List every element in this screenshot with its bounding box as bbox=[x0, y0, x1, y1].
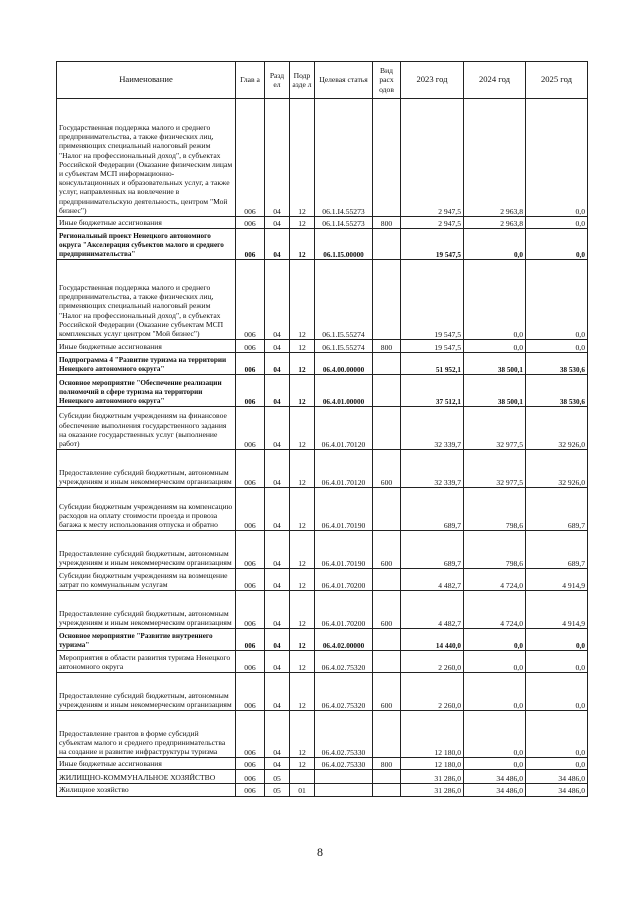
row-name-cell: Предоставление грантов в форме субсидий субъектам малого и среднего предпринимательства на создание и развитие инфраструктуры туризма bbox=[57, 711, 236, 758]
row-2025-cell: 689,7 bbox=[526, 531, 588, 569]
row-razdel-cell: 04 bbox=[265, 229, 290, 260]
row-2025-cell: 689,7 bbox=[526, 488, 588, 531]
table-row bbox=[57, 711, 588, 758]
table-row bbox=[57, 260, 588, 340]
row-razdel-cell: 04 bbox=[265, 569, 290, 591]
row-2024-cell: 38 500,1 bbox=[464, 353, 526, 375]
row-razdel-cell: 04 bbox=[265, 531, 290, 569]
row-2023-cell: 2 947,5 bbox=[401, 217, 464, 229]
row-2023-cell: 31 286,0 bbox=[401, 784, 464, 796]
row-vid-cell bbox=[373, 629, 401, 651]
row-podrazdel-cell: 12 bbox=[290, 353, 315, 375]
row-glava-cell: 006 bbox=[236, 99, 265, 217]
header-name: Наименование bbox=[57, 62, 236, 99]
row-2024-cell: 4 724,0 bbox=[464, 591, 526, 629]
budget-table bbox=[56, 61, 588, 797]
row-name-cell: Подпрограмма 4 "Развитие туризма на территории Ненецкого автономного округа" bbox=[57, 353, 236, 375]
row-2023-cell: 689,7 bbox=[401, 531, 464, 569]
header-podrazdel: Подр азде л bbox=[290, 62, 315, 99]
row-podrazdel-cell: 12 bbox=[290, 711, 315, 758]
row-name-cell: Предоставление субсидий бюджетным, автономным учреждениям и иным некоммерческим организациям bbox=[57, 591, 236, 629]
row-statya-cell: 06.4.01.70190 bbox=[315, 488, 373, 531]
row-2023-cell: 2 947,5 bbox=[401, 99, 464, 217]
row-statya-cell: 06.1.I5.55274 bbox=[315, 260, 373, 340]
row-glava-cell: 006 bbox=[236, 651, 265, 673]
row-2024-cell: 0,0 bbox=[464, 340, 526, 353]
row-statya-cell: 06.1.I5.00000 bbox=[315, 229, 373, 260]
header-razdel: Разд ел bbox=[265, 62, 290, 99]
row-name-cell: ЖИЛИЩНО-КОММУНАЛЬНОЕ ХОЗЯЙСТВО bbox=[57, 770, 236, 784]
row-podrazdel-cell: 12 bbox=[290, 450, 315, 488]
row-razdel-cell: 04 bbox=[265, 260, 290, 340]
row-2023-cell: 12 180,0 bbox=[401, 758, 464, 770]
row-glava-cell: 006 bbox=[236, 217, 265, 229]
row-name-cell: Предоставление субсидий бюджетным, автономным учреждениям и иным некоммерческим организациям bbox=[57, 673, 236, 711]
row-2025-cell: 0,0 bbox=[526, 217, 588, 229]
row-statya-cell: 06.4.02.00000 bbox=[315, 629, 373, 651]
row-2024-cell: 32 977,5 bbox=[464, 450, 526, 488]
row-2023-cell: 31 286,0 bbox=[401, 770, 464, 784]
row-statya-cell: 06.4.01.70190 bbox=[315, 531, 373, 569]
row-statya-cell: 06.1.I4.55273 bbox=[315, 217, 373, 229]
row-statya-cell: 06.1.I5.55274 bbox=[315, 340, 373, 353]
row-2025-cell: 0,0 bbox=[526, 711, 588, 758]
row-vid-cell: 800 bbox=[373, 217, 401, 229]
row-vid-cell bbox=[373, 711, 401, 758]
row-2024-cell: 0,0 bbox=[464, 260, 526, 340]
row-glava-cell: 006 bbox=[236, 569, 265, 591]
row-2023-cell: 19 547,5 bbox=[401, 229, 464, 260]
table-row bbox=[57, 758, 588, 770]
row-statya-cell: 06.4.00.00000 bbox=[315, 353, 373, 375]
row-vid-cell: 800 bbox=[373, 758, 401, 770]
row-podrazdel-cell: 12 bbox=[290, 531, 315, 569]
row-glava-cell: 006 bbox=[236, 375, 265, 407]
header-2024: 2024 год bbox=[464, 62, 526, 99]
row-podrazdel-cell: 12 bbox=[290, 340, 315, 353]
row-2025-cell: 32 926,0 bbox=[526, 450, 588, 488]
row-vid-cell bbox=[373, 353, 401, 375]
table-row bbox=[57, 591, 588, 629]
row-name-cell: Основное мероприятие "Развитие внутреннего туризма" bbox=[57, 629, 236, 651]
budget-document bbox=[56, 61, 587, 797]
table-row bbox=[57, 770, 588, 784]
row-statya-cell: 06.4.01.70120 bbox=[315, 407, 373, 450]
table-row bbox=[57, 353, 588, 375]
header-statya: Целевая статья bbox=[315, 62, 373, 99]
row-name-cell: Предоставление субсидий бюджетным, автономным учреждениям и иным некоммерческим организациям bbox=[57, 531, 236, 569]
row-glava-cell: 006 bbox=[236, 758, 265, 770]
row-2023-cell: 2 260,0 bbox=[401, 651, 464, 673]
row-vid-cell bbox=[373, 770, 401, 784]
table-row bbox=[57, 784, 588, 796]
row-statya-cell bbox=[315, 770, 373, 784]
row-podrazdel-cell bbox=[290, 770, 315, 784]
row-podrazdel-cell: 12 bbox=[290, 629, 315, 651]
row-name-cell: Основное мероприятие "Обеспечение реализации полномочий в сфере туризма на территории Ненецкого автономного округа" bbox=[57, 375, 236, 407]
table-row bbox=[57, 407, 588, 450]
table-row bbox=[57, 340, 588, 353]
row-2023-cell: 14 440,0 bbox=[401, 629, 464, 651]
row-2023-cell: 12 180,0 bbox=[401, 711, 464, 758]
row-razdel-cell: 04 bbox=[265, 711, 290, 758]
row-2025-cell: 0,0 bbox=[526, 758, 588, 770]
row-razdel-cell: 05 bbox=[265, 784, 290, 796]
row-2024-cell: 798,6 bbox=[464, 488, 526, 531]
row-vid-cell bbox=[373, 99, 401, 217]
row-name-cell: Субсидии бюджетным учреждениям на компенсацию расходов на оплату стоимости проезда и провоза багажа к месту использования отпуска и обратно bbox=[57, 488, 236, 531]
table-row bbox=[57, 99, 588, 217]
row-2025-cell: 4 914,9 bbox=[526, 591, 588, 629]
row-name-cell: Жилищное хозяйство bbox=[57, 784, 236, 796]
row-razdel-cell: 04 bbox=[265, 353, 290, 375]
row-podrazdel-cell: 12 bbox=[290, 260, 315, 340]
row-podrazdel-cell: 12 bbox=[290, 407, 315, 450]
row-name-cell: Предоставление субсидий бюджетным, автономным учреждениям и иным некоммерческим организациям bbox=[57, 450, 236, 488]
row-statya-cell: 06.4.01.70120 bbox=[315, 450, 373, 488]
row-2024-cell: 2 963,8 bbox=[464, 99, 526, 217]
row-name-cell: Субсидии бюджетным учреждениям на возмещение затрат по коммунальным услугам bbox=[57, 569, 236, 591]
row-statya-cell: 06.4.02.75320 bbox=[315, 651, 373, 673]
row-2025-cell: 0,0 bbox=[526, 260, 588, 340]
table-row bbox=[57, 629, 588, 651]
row-razdel-cell: 04 bbox=[265, 651, 290, 673]
row-podrazdel-cell: 01 bbox=[290, 784, 315, 796]
row-name-cell: Иные бюджетные ассигнования bbox=[57, 340, 236, 353]
row-statya-cell: 06.4.01.70200 bbox=[315, 569, 373, 591]
row-vid-cell bbox=[373, 260, 401, 340]
row-vid-cell: 600 bbox=[373, 450, 401, 488]
row-2023-cell: 2 260,0 bbox=[401, 673, 464, 711]
row-glava-cell: 006 bbox=[236, 531, 265, 569]
row-podrazdel-cell: 12 bbox=[290, 99, 315, 217]
row-name-cell: Иные бюджетные ассигнования bbox=[57, 217, 236, 229]
row-glava-cell: 006 bbox=[236, 784, 265, 796]
row-glava-cell: 006 bbox=[236, 260, 265, 340]
row-podrazdel-cell: 12 bbox=[290, 758, 315, 770]
row-name-cell: Региональный проект Ненецкого автономного округа "Акселерация субъектов малого и среднего предпринимательства" bbox=[57, 229, 236, 260]
row-podrazdel-cell: 12 bbox=[290, 229, 315, 260]
row-glava-cell: 006 bbox=[236, 450, 265, 488]
row-2023-cell: 4 482,7 bbox=[401, 591, 464, 629]
row-podrazdel-cell: 12 bbox=[290, 591, 315, 629]
row-statya-cell: 06.4.01.70200 bbox=[315, 591, 373, 629]
row-razdel-cell: 04 bbox=[265, 340, 290, 353]
row-name-cell: Иные бюджетные ассигнования bbox=[57, 758, 236, 770]
table-body bbox=[57, 99, 588, 797]
row-vid-cell bbox=[373, 375, 401, 407]
row-vid-cell bbox=[373, 229, 401, 260]
table-row bbox=[57, 450, 588, 488]
row-razdel-cell: 04 bbox=[265, 758, 290, 770]
row-2023-cell: 19 547,5 bbox=[401, 340, 464, 353]
row-razdel-cell: 04 bbox=[265, 629, 290, 651]
page-number: 8 bbox=[317, 845, 323, 859]
row-vid-cell: 800 bbox=[373, 340, 401, 353]
row-2024-cell: 0,0 bbox=[464, 673, 526, 711]
row-2024-cell: 34 486,0 bbox=[464, 784, 526, 796]
header-glava: Глав а bbox=[236, 62, 265, 99]
table-row bbox=[57, 229, 588, 260]
row-glava-cell: 006 bbox=[236, 591, 265, 629]
row-glava-cell: 006 bbox=[236, 407, 265, 450]
row-razdel-cell: 04 bbox=[265, 99, 290, 217]
row-2025-cell: 0,0 bbox=[526, 99, 588, 217]
row-razdel-cell: 04 bbox=[265, 217, 290, 229]
row-podrazdel-cell: 12 bbox=[290, 673, 315, 711]
row-razdel-cell: 04 bbox=[265, 488, 290, 531]
row-glava-cell: 006 bbox=[236, 770, 265, 784]
row-statya-cell: 06.4.02.75330 bbox=[315, 758, 373, 770]
row-name-cell: Государственная поддержка малого и среднего предпринимательства, а также физических лиц, применяющих специальный налоговый режим "Налог на профессиональный доход", в субъектах Российской Федерации (Оказание субъектам МСП комплексных услуг центром "Мой бизнес") bbox=[57, 260, 236, 340]
row-2025-cell: 34 486,0 bbox=[526, 784, 588, 796]
row-vid-cell bbox=[373, 569, 401, 591]
row-2023-cell: 32 339,7 bbox=[401, 450, 464, 488]
row-vid-cell: 600 bbox=[373, 673, 401, 711]
row-vid-cell: 600 bbox=[373, 531, 401, 569]
table-row bbox=[57, 217, 588, 229]
row-glava-cell: 006 bbox=[236, 673, 265, 711]
row-2025-cell: 0,0 bbox=[526, 229, 588, 260]
row-vid-cell bbox=[373, 407, 401, 450]
row-statya-cell: 06.4.01.00000 bbox=[315, 375, 373, 407]
row-2025-cell: 0,0 bbox=[526, 673, 588, 711]
row-glava-cell: 006 bbox=[236, 353, 265, 375]
row-glava-cell: 006 bbox=[236, 488, 265, 531]
header-2025: 2025 год bbox=[526, 62, 588, 99]
table-row bbox=[57, 651, 588, 673]
row-2025-cell: 0,0 bbox=[526, 629, 588, 651]
row-2025-cell: 34 486,0 bbox=[526, 770, 588, 784]
table-row bbox=[57, 569, 588, 591]
row-2023-cell: 689,7 bbox=[401, 488, 464, 531]
row-statya-cell: 06.4.02.75320 bbox=[315, 673, 373, 711]
row-2024-cell: 34 486,0 bbox=[464, 770, 526, 784]
row-2025-cell: 38 530,6 bbox=[526, 353, 588, 375]
row-2025-cell: 0,0 bbox=[526, 340, 588, 353]
row-2025-cell: 4 914,9 bbox=[526, 569, 588, 591]
row-razdel-cell: 04 bbox=[265, 375, 290, 407]
row-vid-cell bbox=[373, 651, 401, 673]
row-2023-cell: 19 547,5 bbox=[401, 260, 464, 340]
row-2024-cell: 0,0 bbox=[464, 229, 526, 260]
row-vid-cell: 600 bbox=[373, 591, 401, 629]
row-2024-cell: 0,0 bbox=[464, 629, 526, 651]
row-glava-cell: 006 bbox=[236, 229, 265, 260]
row-razdel-cell: 05 bbox=[265, 770, 290, 784]
row-2024-cell: 38 500,1 bbox=[464, 375, 526, 407]
header-2023: 2023 год bbox=[401, 62, 464, 99]
table-header-row bbox=[57, 62, 588, 99]
row-2024-cell: 2 963,8 bbox=[464, 217, 526, 229]
row-2023-cell: 37 512,1 bbox=[401, 375, 464, 407]
row-name-cell: Государственная поддержка малого и среднего предпринимательства, а также физических лиц, применяющих специальный налоговый режим "Налог на профессиональный доход", в субъектах Российской Федерации (Оказание физическим лицам и субъектам МСП информационно-консультационных и образовательных услуг, а также услуг, направленных на вовлечение в предпринимательскую деятельность, центром "Мой бизнес") bbox=[57, 99, 236, 217]
row-statya-cell bbox=[315, 784, 373, 796]
row-glava-cell: 006 bbox=[236, 711, 265, 758]
row-podrazdel-cell: 12 bbox=[290, 375, 315, 407]
row-podrazdel-cell: 12 bbox=[290, 488, 315, 531]
row-vid-cell bbox=[373, 488, 401, 531]
row-2023-cell: 32 339,7 bbox=[401, 407, 464, 450]
row-statya-cell: 06.1.I4.55273 bbox=[315, 99, 373, 217]
row-name-cell: Мероприятия в области развития туризма Ненецкого автономного округа bbox=[57, 651, 236, 673]
row-2025-cell: 32 926,0 bbox=[526, 407, 588, 450]
row-2024-cell: 4 724,0 bbox=[464, 569, 526, 591]
row-razdel-cell: 04 bbox=[265, 450, 290, 488]
row-glava-cell: 006 bbox=[236, 629, 265, 651]
table-row bbox=[57, 375, 588, 407]
row-2025-cell: 38 530,6 bbox=[526, 375, 588, 407]
row-statya-cell: 06.4.02.75330 bbox=[315, 711, 373, 758]
row-2023-cell: 51 952,1 bbox=[401, 353, 464, 375]
row-2024-cell: 0,0 bbox=[464, 711, 526, 758]
row-2023-cell: 4 482,7 bbox=[401, 569, 464, 591]
row-2024-cell: 32 977,5 bbox=[464, 407, 526, 450]
row-podrazdel-cell: 12 bbox=[290, 569, 315, 591]
table-row bbox=[57, 488, 588, 531]
row-razdel-cell: 04 bbox=[265, 591, 290, 629]
header-vid: Вид расх одов bbox=[373, 62, 401, 99]
row-vid-cell bbox=[373, 784, 401, 796]
row-razdel-cell: 04 bbox=[265, 407, 290, 450]
row-podrazdel-cell: 12 bbox=[290, 651, 315, 673]
row-glava-cell: 006 bbox=[236, 340, 265, 353]
row-podrazdel-cell: 12 bbox=[290, 217, 315, 229]
table-row bbox=[57, 673, 588, 711]
row-2024-cell: 798,6 bbox=[464, 531, 526, 569]
row-2024-cell: 0,0 bbox=[464, 758, 526, 770]
row-razdel-cell: 04 bbox=[265, 673, 290, 711]
row-name-cell: Субсидии бюджетным учреждениям на финансовое обеспечение выполнения государственного задания на оказание государственных услуг (выполнение работ) bbox=[57, 407, 236, 450]
row-2025-cell: 0,0 bbox=[526, 651, 588, 673]
row-2024-cell: 0,0 bbox=[464, 651, 526, 673]
table-row bbox=[57, 531, 588, 569]
